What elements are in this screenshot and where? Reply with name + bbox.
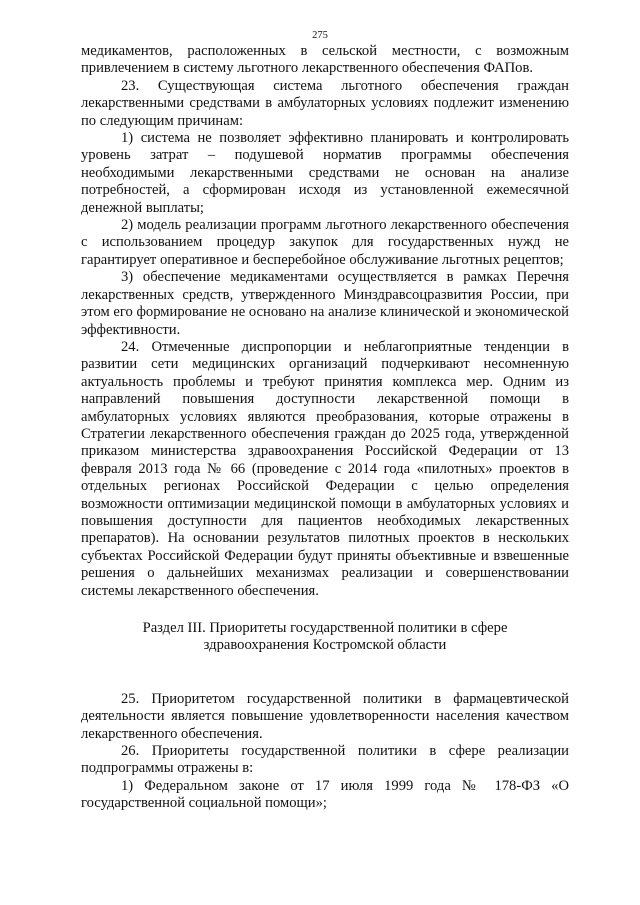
document-body xyxy=(81,43,569,813)
section-heading xyxy=(81,620,569,655)
paragraph-23: 23. Существующая система льготного обеспечения граждан лекарственными средствами в амбулаторных условиях подлежит изменению по следующим причинам: xyxy=(81,77,569,129)
list-item-3: 3) обеспечение медикаментами осуществляется в рамках Перечня лекарственных средств, утвержденного Минздравсоцразвития России, при этом его формирование не основано на анализе клинической и экономической эффективности. xyxy=(81,269,569,338)
list-item-law-178: 1) Федеральном законе от 17 июля 1999 года № 178-ФЗ «О государственной социальной помощи»; xyxy=(81,777,569,812)
list-item-2: 2) модель реализации программ льготного лекарственного обеспечения с использованием процедур закупок для государственных нужд не гарантирует оперативное и бесперебойное обслуживание льготных рецептов; xyxy=(81,217,569,268)
paragraph-24: 24. Отмеченные диспропорции и неблагоприятные тенденции в развитии сети медицинских организаций подчеркивают несомненную актуальность проблемы и требуют принятия комплекса мер. Одним из направлений повышения доступности лекарственной помощи в амбулаторных условиях являются преобразования, которые отражены в Стратегии лекарственного обеспечения граждан до 2025 года, утвержденной приказом министерства здравоохранения Российской Федерации от 13 февраля 2013 года № 66 (проведение с 2014 года «пилотных» проектов в отдельных регионах Российской Федерации с целью определения возможности оптимизации медицинской помощи в амбулаторных условиях и повышения доступности для пациентов необходимых лекарственных препаратов). На основании результатов пилотных проектов в нескольких субъектах Российской Федерации будут приняты объективные и взвешенные решения о дальнейших механизмах реализации и совершенствовании системы лекарственного обеспечения. xyxy=(81,338,569,599)
section-heading-line-2: здравоохранения Костромской области xyxy=(203,637,447,654)
paragraph-continuation: медикаментов, расположенных в сельской местности, с возможным привлечением в систему льготного лекарственного обеспечения ФАПов. xyxy=(81,43,569,77)
list-item-1: 1) система не позволяет эффективно планировать и контролировать уровень затрат – подушевой норматив программы обеспечения необходимыми лекарственными средствами не основан на анализе потребностей, а сформирован исходя из установленной ежемесячной денежной выплаты; xyxy=(81,130,569,216)
section-heading-line-1: Раздел III. Приоритеты государственной политики в сфере xyxy=(142,620,508,636)
paragraph-26: 26. Приоритеты государственной политики в сфере реализации подпрограммы отражены в: xyxy=(81,743,569,777)
page-number: 275 xyxy=(312,30,328,41)
paragraph-25: 25. Приоритетом государственной политики в фармацевтической деятельности является повышение удовлетворенности населения качеством лекарственного обеспечения. xyxy=(81,690,569,742)
